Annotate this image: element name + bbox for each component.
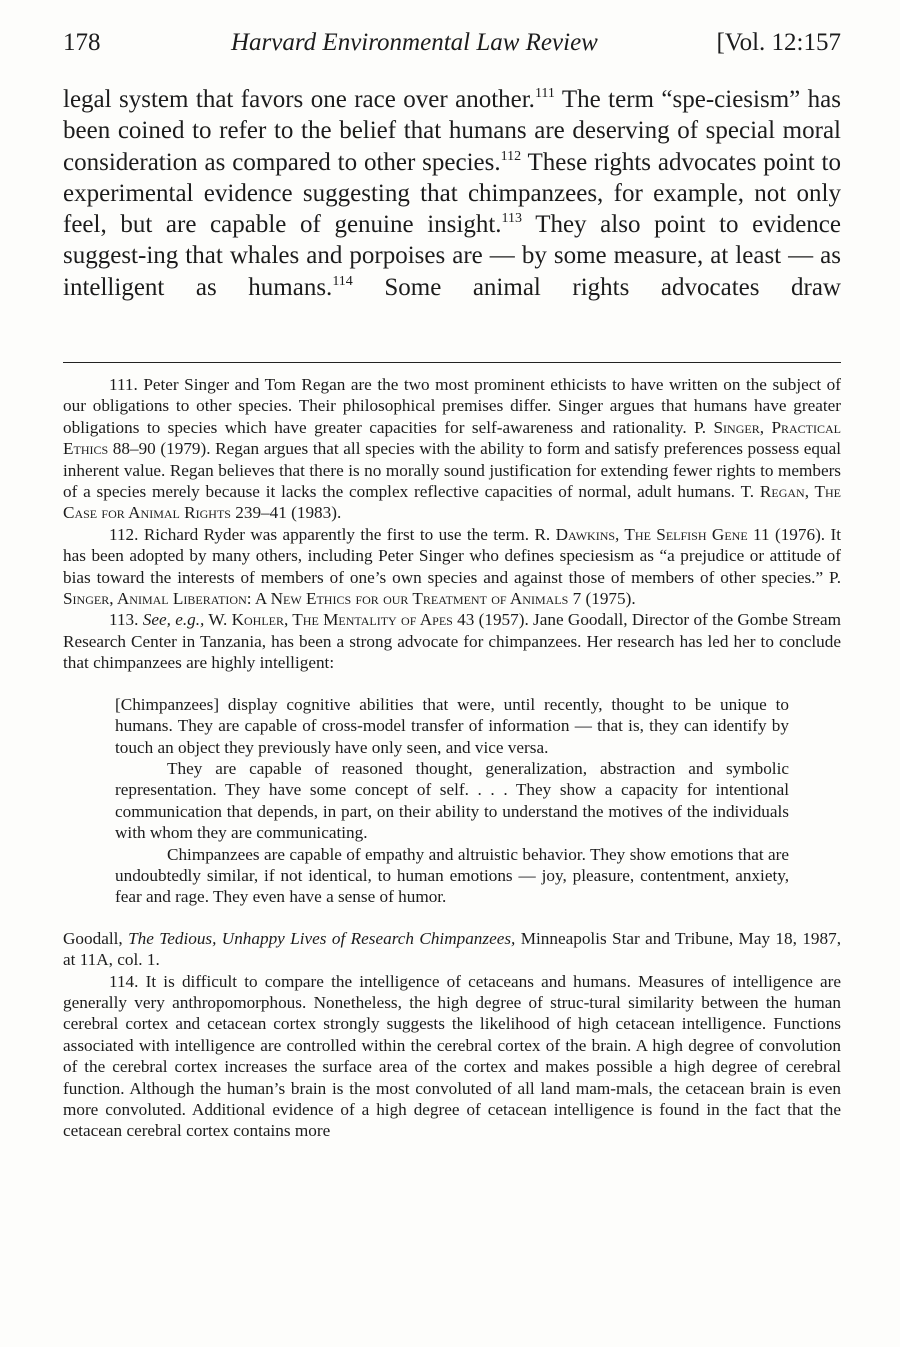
quote-paragraph: Chimpanzees are capable of empathy and altruistic behavior. They show emotions that are undoubtedly similar, if not identical, to human emotions — joy, pleasure, contentment, anxiety, fear and rage. They even have a sense of humor. — [115, 844, 789, 907]
quote-paragraph: [Chimpanzees] display cognitive abilities that were, until recently, thought to be unique to humans. They are capable of cross-model transfer of information — that is, they can identify by touch an object they previously have only seen, and vice versa. — [115, 694, 789, 757]
footnote-ref-114[interactable]: 114 — [332, 273, 353, 289]
journal-title: Harvard Environmental Law Review — [231, 29, 598, 56]
volume-citation: [Vol. 12:157 — [716, 29, 841, 56]
footnote-ref-112[interactable]: 112 — [500, 148, 522, 164]
footnote-divider — [63, 362, 841, 363]
quote-citation: Goodall, The Tedious, Unhappy Lives of Research Chimpanzees, Minneapolis Star and Tribune, May 18, 1987, at 11A, col. 1. — [63, 928, 841, 970]
footnote-ref-111[interactable]: 111 — [534, 86, 555, 101]
footnote-114: 114. It is difficult to compare the intelligence of cetaceans and humans. Measures of intelligence are generally very anthropomorphous. Nonetheless, the high degree of struc-tural similarity between the human cerebral cortex and cetacean cortex strongly suggests the likelihood of high cetacean intelligence. Functions associated with intelligence are controlled within the cerebral cortex of the brain. A high degree of convolution of the cerebral cortex increases the surface area of the cortex and makes possible a high degree of cerebral function. Although the human’s brain is the most convoluted of all land mam-mals, the cetacean brain is even more convoluted. Additional evidence of a high degree of cetacean intelligence is found in the fact that the cetacean cerebral cortex contains more — [63, 971, 841, 1141]
footnote-112: 112. Richard Ryder was apparently the first to use the term. R. Dawkins, The Selfish Gene 11 (1976). It has been adopted by many others, including Peter Singer who defines speciesism as “a prejudice or attitude of bias toward the interests of members of one’s own species and against those of members of other species.” P. Singer, Animal Liberation: A New Ethics for our Treatment of Animals 7 (1975). — [63, 524, 841, 609]
quote-paragraph: They are capable of reasoned thought, generalization, abstraction and symbolic representation. They have some concept of self. . . . They show a capacity for intentional communication that depends, in part, on their ability to understand the motives of the individuals with whom they are communicating. — [115, 758, 789, 843]
footnote-ref-113[interactable]: 113 — [501, 211, 523, 227]
footnote-111: 111. Peter Singer and Tom Regan are the two most prominent ethicists to have written on the subject of our obligations to other species. Their philosophical premises differ. Singer argues that humans have greater obligations to species which have greater capacities for self-awareness and rationality. P. Singer, Practical Ethics 88–90 (1979). Regan argues that all species with the ability to form and satisfy preferences possess equal inherent value. Regan believes that there is no morally sound justification for extending fewer rights to members of a species merely because it lacks the complex reflective capacities of normal, adult humans. T. Regan, The Case for Animal Rights 239–41 (1983). — [63, 375, 842, 523]
page-number: 178 — [63, 29, 101, 56]
footnote-113: 113. See, e.g., W. Kohler, The Mentality of Apes 43 (1957). Jane Goodall, Director of the Gombe Stream Research Center in Tanzania, has been a strong advocate for chimpanzees. Her research has led her to conclude that chimpanzees are highly intelligent: — [63, 610, 841, 673]
running-header — [63, 26, 841, 60]
footnotes — [63, 374, 841, 1142]
main-paragraph: legal system that favors one race over another.$^{111}$ The term “spe-ciesism” has been coined to refer to the belief that humans are deserving of special moral consideration as compared to other species.$^{112}$ These rights advocates point to experimental evidence suggesting that chimpanzees, for example, not only feel, but are capable of genuine insight.$^{113}$ They also point to evidence suggest-ing that whales and porpoises are — by some measure, at least — as intelligent as humans.$^{114}$ Some animal rights advocates draw — [63, 86, 841, 301]
block-quote — [115, 694, 789, 908]
